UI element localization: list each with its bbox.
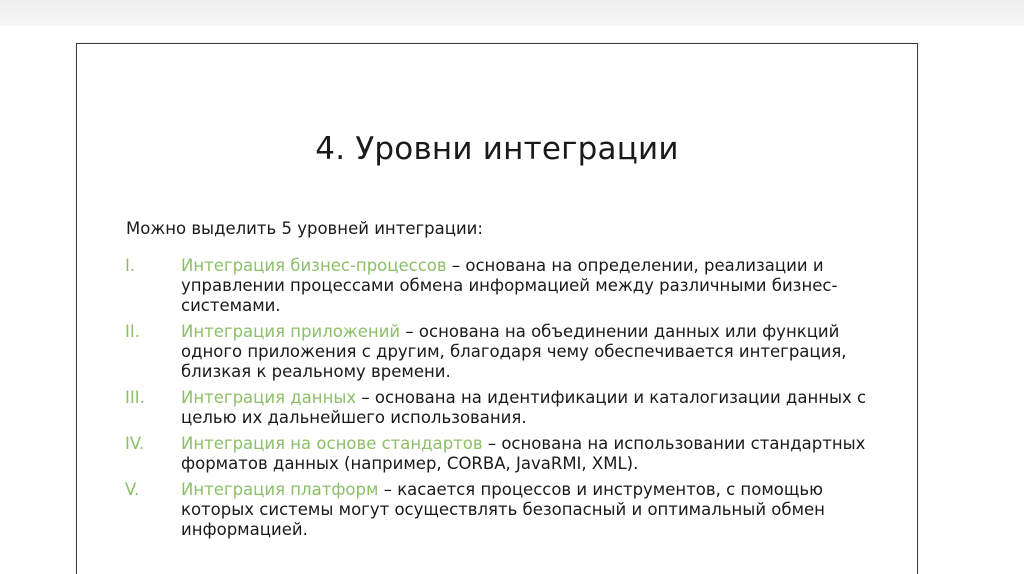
level-term: Интеграция данных xyxy=(181,388,357,407)
level-item-3 xyxy=(125,388,870,428)
level-item-2 xyxy=(125,322,870,382)
level-item-4 xyxy=(125,434,870,474)
slide xyxy=(76,43,918,574)
level-description: – основана на использовании стандартных форматов данных (например, CORBA, JavaRMI, XML). xyxy=(181,434,866,473)
level-number: IV. xyxy=(125,434,145,453)
levels-list xyxy=(125,256,870,546)
level-description: – основана на объединении данных или функций одного приложения с другим, благодаря чему обеспечивается интеграция, близкая к реальному времени. xyxy=(181,322,847,381)
level-number: V. xyxy=(125,480,140,499)
level-item-1 xyxy=(125,256,870,316)
level-number: I. xyxy=(125,256,136,275)
level-number: II. xyxy=(125,322,140,341)
intro-text: Можно выделить 5 уровней интеграции: xyxy=(126,219,483,238)
level-term: Интеграция бизнес-процессов xyxy=(181,256,447,275)
level-description: – основана на идентификации и каталогизации данных с целью их дальнейшего использования. xyxy=(181,388,867,427)
slide-title: 4. Уровни интеграции xyxy=(315,131,679,167)
level-term: Интеграция приложений xyxy=(181,322,401,341)
top-strip xyxy=(0,0,1024,26)
level-number: III. xyxy=(125,388,145,407)
level-item-5 xyxy=(125,480,870,540)
level-description: – касается процессов и инструментов, с помощью которых системы могут осуществлять безопасный и оптимальный обмен информацией. xyxy=(181,480,825,539)
level-term: Интеграция на основе стандартов xyxy=(181,434,483,453)
level-term: Интеграция платформ xyxy=(181,480,379,499)
level-description: – основана на определении, реализации и управлении процессами обмена информацией между различными бизнес-системами. xyxy=(181,256,838,315)
